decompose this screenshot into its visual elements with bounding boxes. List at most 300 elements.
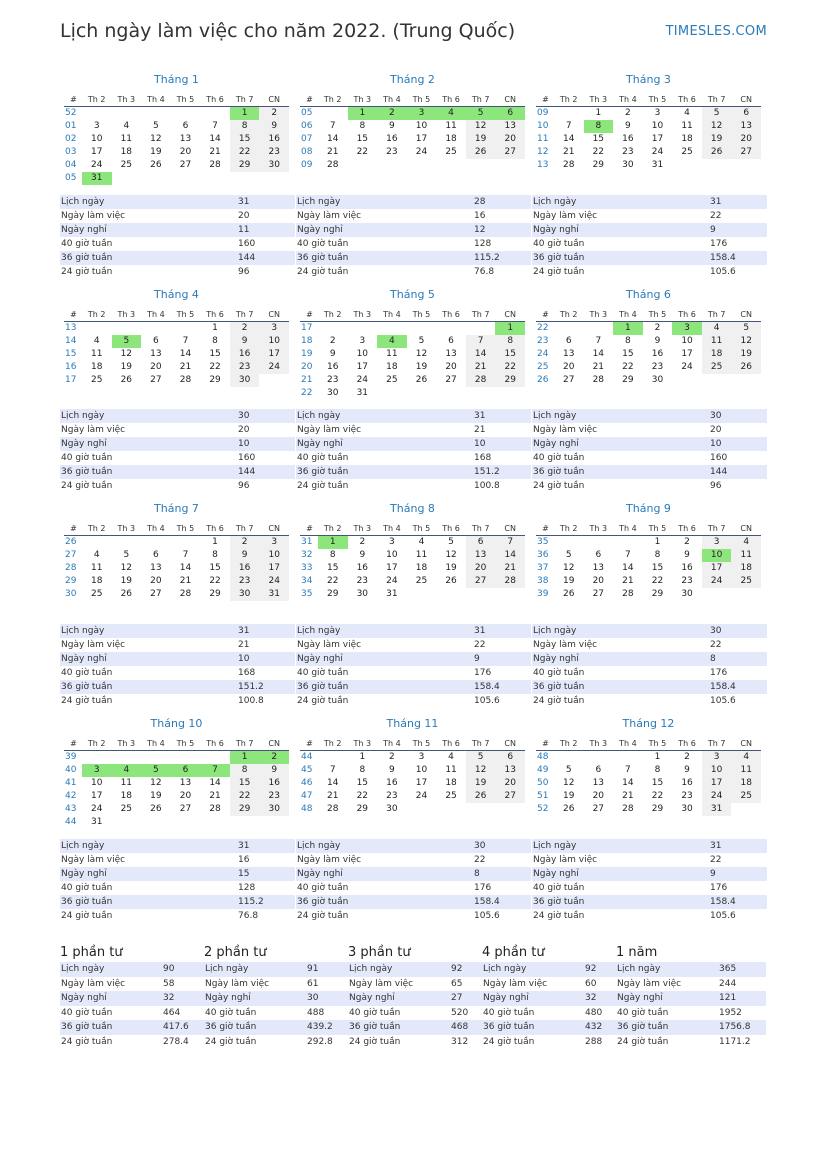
- day-cell: 26: [445, 576, 457, 586]
- week-number: 09: [537, 108, 549, 118]
- day-cell: 23: [259, 790, 289, 803]
- day-header: Th 6: [442, 94, 460, 104]
- stat-value: 22: [710, 855, 722, 865]
- day-cell: 28: [622, 589, 634, 599]
- day-header: Th 5: [648, 94, 667, 104]
- stat-row: [296, 409, 531, 423]
- stat-value: 22: [710, 211, 722, 221]
- day-cell: [672, 159, 702, 172]
- summary-label: Ngày nghỉ: [483, 993, 529, 1004]
- stat-row: [532, 652, 767, 666]
- day-cell: 19: [150, 791, 162, 801]
- day-cell: 31: [356, 388, 369, 398]
- day-cell: 23: [230, 361, 260, 374]
- day-header: CN: [268, 738, 280, 748]
- summary-title: 4 phần tư: [482, 945, 545, 960]
- stat-value: 158.4: [710, 682, 736, 692]
- day-cell: 28: [209, 160, 221, 170]
- day-cell: 15: [230, 777, 260, 790]
- day-cell: 4: [436, 107, 466, 120]
- week-row: [64, 549, 289, 562]
- day-cell: 29: [592, 160, 605, 170]
- stat-value: 31: [238, 626, 250, 636]
- day-header: Th 2: [323, 523, 342, 533]
- stat-row: [532, 423, 767, 437]
- day-cell: 30: [327, 388, 339, 398]
- summary-row: [348, 1020, 498, 1035]
- day-cell: 11: [120, 778, 133, 788]
- day-cell: 16: [681, 778, 693, 788]
- summary-label: Ngày nghỉ: [349, 993, 395, 1004]
- day-cell: [141, 107, 171, 120]
- week-row: [536, 348, 761, 361]
- day-cell: 22: [356, 791, 369, 801]
- day-cell: 14: [209, 134, 221, 144]
- day-cell: 8: [212, 336, 218, 346]
- day-cell: 15: [592, 134, 605, 144]
- day-cell: [466, 322, 496, 335]
- stat-label: 24 giờ tuần: [297, 911, 349, 921]
- stat-label: Lịch ngày: [61, 626, 105, 636]
- week-row: [300, 562, 525, 575]
- week-row: [64, 361, 289, 374]
- summary-value: 278.4: [163, 1036, 189, 1047]
- day-cell: 6: [595, 765, 602, 775]
- day-header: Th 3: [117, 94, 136, 104]
- summary-value: 439.2: [307, 1022, 333, 1033]
- day-cell: 30: [386, 804, 398, 814]
- day-header: Th 7: [235, 309, 254, 319]
- day-header: CN: [740, 738, 752, 748]
- stat-row: [296, 423, 531, 437]
- day-cell: [584, 536, 614, 549]
- week-number: 52: [65, 108, 77, 118]
- day-cell: [495, 387, 525, 400]
- day-cell: 3: [672, 322, 702, 335]
- day-cell: 24: [259, 361, 289, 374]
- day-cell: 19: [731, 348, 761, 361]
- day-cell: 25: [702, 361, 732, 374]
- day-header: Th 4: [619, 94, 637, 104]
- summary-value: 244: [719, 978, 737, 989]
- week-number: 48: [537, 752, 549, 762]
- stat-row: [532, 237, 767, 251]
- day-header: Th 5: [176, 94, 195, 104]
- day-cell: 3: [702, 751, 732, 764]
- day-cell: 5: [123, 550, 130, 560]
- day-cell: 28: [209, 804, 221, 814]
- month-stats: [296, 409, 531, 493]
- day-cell: [702, 588, 732, 601]
- day-cell: 18: [731, 777, 761, 790]
- week-number: 18: [301, 336, 313, 346]
- day-cell: [171, 322, 201, 335]
- day-header-row: [64, 307, 289, 322]
- day-cell: 13: [592, 563, 605, 573]
- day-header: Th 3: [589, 523, 608, 533]
- summary-label: 24 giờ tuần: [205, 1036, 257, 1047]
- week-number: 26: [65, 537, 77, 547]
- day-cell: 4: [418, 537, 425, 547]
- day-cell: 7: [329, 121, 336, 131]
- day-header: Th 5: [176, 309, 195, 319]
- stat-row: [296, 479, 531, 493]
- day-header: #: [542, 94, 549, 104]
- day-cell: 21: [209, 791, 221, 801]
- stat-value: 158.4: [710, 897, 736, 907]
- day-header-row: [536, 736, 761, 751]
- day-cell: 5: [702, 107, 732, 120]
- week-number: 38: [537, 576, 549, 586]
- stat-value: 105.6: [710, 696, 736, 706]
- stat-row: [532, 853, 767, 867]
- summary-block: [616, 944, 766, 1049]
- day-cell: 26: [563, 589, 575, 599]
- week-number: 04: [65, 160, 77, 170]
- stat-value: 20: [238, 425, 250, 435]
- stat-row: [532, 839, 767, 853]
- week-row: [536, 803, 761, 816]
- summary-label: Lịch ngày: [483, 964, 527, 975]
- stat-row: [60, 652, 295, 666]
- week-number: 19: [301, 349, 313, 359]
- day-cell: [82, 322, 112, 335]
- day-cell: 24: [415, 147, 428, 157]
- stat-row: [532, 479, 767, 493]
- week-number: 09: [301, 160, 313, 170]
- day-cell: [259, 816, 289, 829]
- day-cell: 10: [91, 134, 103, 144]
- day-cell: 26: [702, 146, 732, 159]
- day-cell: 30: [681, 589, 693, 599]
- day-cell: 11: [445, 765, 457, 775]
- summary-label: 36 giờ tuần: [349, 1022, 401, 1033]
- stat-row: [296, 237, 531, 251]
- day-cell: 17: [651, 134, 664, 144]
- stat-row: [532, 451, 767, 465]
- stat-row: [532, 209, 767, 223]
- stat-value: 22: [710, 640, 722, 650]
- summary-value: 520: [451, 1007, 469, 1018]
- day-cell: 28: [466, 374, 496, 387]
- day-cell: 18: [702, 348, 732, 361]
- day-cell: [171, 536, 201, 549]
- day-cell: 26: [731, 361, 761, 374]
- day-cell: 7: [495, 536, 525, 549]
- day-cell: [731, 803, 761, 816]
- day-cell: 16: [386, 778, 398, 788]
- day-cell: 6: [495, 751, 525, 764]
- stat-value: 176: [474, 883, 492, 893]
- summary-value: 1952: [719, 1007, 742, 1018]
- day-cell: 23: [681, 576, 693, 586]
- day-cell: 29: [651, 804, 664, 814]
- day-header: Th 6: [678, 738, 696, 748]
- day-cell: 16: [259, 777, 289, 790]
- day-cell: [407, 322, 437, 335]
- day-cell: 15: [209, 563, 221, 573]
- day-cell: 20: [731, 133, 761, 146]
- month-name: Tháng 8: [390, 502, 435, 515]
- day-header: Th 4: [619, 523, 637, 533]
- day-cell: 2: [684, 537, 690, 547]
- stat-row: [60, 624, 295, 638]
- day-cell: 4: [93, 336, 100, 346]
- stat-value: 151.2: [238, 682, 264, 692]
- stat-value: 22: [474, 855, 486, 865]
- stat-value: 16: [474, 211, 486, 221]
- stat-row: [60, 223, 295, 237]
- day-cell: [466, 159, 496, 172]
- stat-value: 76.8: [238, 911, 259, 921]
- day-cell: 16: [230, 562, 260, 575]
- stat-row: [60, 839, 295, 853]
- week-row: [536, 374, 761, 387]
- day-cell: 19: [120, 362, 133, 372]
- stat-value: 9: [710, 869, 716, 879]
- summary-value: 92: [451, 964, 463, 975]
- stat-row: [296, 195, 531, 209]
- day-cell: 17: [415, 778, 428, 788]
- day-cell: 2: [230, 536, 260, 549]
- day-header: #: [306, 94, 313, 104]
- day-header-row: [536, 521, 761, 536]
- day-header: Th 3: [117, 309, 136, 319]
- day-cell: [436, 803, 466, 816]
- day-header: Th 3: [353, 738, 372, 748]
- day-cell: 23: [356, 576, 369, 586]
- day-cell: 7: [329, 765, 336, 775]
- day-cell: 29: [230, 159, 260, 172]
- day-cell: [377, 322, 407, 335]
- day-cell: [112, 322, 142, 335]
- day-cell: 12: [150, 134, 162, 144]
- day-cell: 25: [415, 576, 428, 586]
- stat-label: 36 giờ tuần: [297, 682, 349, 692]
- stat-row: [296, 638, 531, 652]
- stat-value: 168: [238, 668, 256, 678]
- day-cell: 12: [120, 563, 133, 573]
- week-number: 15: [65, 349, 77, 359]
- day-header: Th 5: [412, 738, 431, 748]
- summary-label: Ngày nghỉ: [61, 993, 107, 1004]
- day-cell: 2: [389, 752, 395, 762]
- day-cell: 25: [120, 804, 133, 814]
- day-cell: 13: [563, 349, 575, 359]
- stat-value: 168: [474, 453, 492, 463]
- day-header: Th 3: [117, 523, 136, 533]
- stat-label: 40 giờ tuần: [61, 883, 113, 893]
- week-number: 10: [537, 121, 549, 131]
- week-number: 22: [301, 388, 313, 398]
- week-number: 12: [537, 147, 549, 157]
- day-cell: 8: [495, 335, 525, 348]
- stat-label: Ngày nghỉ: [297, 439, 343, 449]
- day-cell: 25: [386, 375, 398, 385]
- week-row: [64, 588, 289, 601]
- summary-value: 468: [451, 1022, 469, 1033]
- stat-row: [532, 195, 767, 209]
- stat-label: Ngày nghỉ: [297, 654, 343, 664]
- day-cell: 9: [329, 349, 336, 359]
- week-row: [64, 751, 289, 764]
- day-cell: [377, 387, 407, 400]
- day-header: Th 4: [619, 309, 637, 319]
- stat-label: Ngày nghỉ: [61, 869, 107, 879]
- stat-row: [60, 694, 295, 708]
- stat-label: 24 giờ tuần: [533, 267, 585, 277]
- summary-row: [616, 962, 766, 977]
- day-cell: [495, 588, 525, 601]
- day-cell: 31: [702, 803, 732, 816]
- day-cell: [466, 588, 496, 601]
- week-row: [536, 146, 761, 159]
- week-number: 16: [65, 362, 77, 372]
- stat-label: Ngày nghỉ: [61, 654, 107, 664]
- day-cell: 22: [592, 147, 605, 157]
- day-header: Th 5: [412, 523, 431, 533]
- stat-label: 24 giờ tuần: [61, 696, 113, 706]
- stat-label: Ngày làm việc: [533, 855, 598, 865]
- summary-value: 488: [307, 1007, 325, 1018]
- day-cell: 16: [230, 348, 260, 361]
- day-header: Th 6: [206, 523, 224, 533]
- month-calendar: [536, 288, 761, 387]
- day-header: CN: [268, 309, 280, 319]
- day-cell: 16: [259, 133, 289, 146]
- summary-row: [60, 1020, 210, 1035]
- day-cell: 21: [622, 576, 634, 586]
- day-cell: 20: [179, 147, 192, 157]
- stat-label: 36 giờ tuần: [533, 253, 585, 263]
- day-cell: 7: [466, 335, 496, 348]
- day-cell: 11: [91, 349, 103, 359]
- month-name: Tháng 7: [154, 502, 199, 515]
- month-calendar: [300, 717, 525, 816]
- day-cell: 16: [327, 362, 339, 372]
- stat-label: 40 giờ tuần: [61, 453, 113, 463]
- day-header: #: [542, 738, 549, 748]
- day-cell: 16: [681, 563, 693, 573]
- day-cell: [613, 751, 643, 764]
- day-cell: [436, 588, 466, 601]
- day-cell: 29: [356, 804, 369, 814]
- stat-label: 24 giờ tuần: [533, 481, 585, 491]
- day-cell: 27: [445, 375, 457, 385]
- day-cell: 26: [466, 790, 496, 803]
- stat-label: 24 giờ tuần: [61, 481, 113, 491]
- week-row: [536, 120, 761, 133]
- summary-value: 60: [585, 978, 597, 989]
- day-header: Th 3: [353, 309, 372, 319]
- day-cell: 9: [359, 550, 366, 560]
- stat-row: [532, 895, 767, 909]
- stat-value: 160: [238, 453, 256, 463]
- day-cell: 2: [259, 107, 289, 120]
- day-cell: [554, 536, 584, 549]
- stat-label: Ngày nghỉ: [61, 439, 107, 449]
- day-cell: [230, 172, 260, 185]
- day-header-row: [64, 736, 289, 751]
- week-row: [300, 133, 525, 146]
- day-header: Th 7: [471, 738, 490, 748]
- day-cell: 4: [684, 108, 690, 118]
- site-logo-link[interactable]: TIMESLES.COM: [665, 24, 767, 39]
- stat-row: [296, 209, 531, 223]
- day-cell: 29: [209, 589, 221, 599]
- stat-row: [296, 839, 531, 853]
- day-cell: 12: [445, 550, 457, 560]
- day-cell: 25: [445, 791, 457, 801]
- day-cell: 27: [563, 375, 575, 385]
- stat-row: [532, 465, 767, 479]
- stat-value: 96: [238, 481, 250, 491]
- day-cell: 17: [259, 348, 289, 361]
- week-number: 05: [301, 108, 313, 118]
- summary-value: 121: [719, 993, 737, 1004]
- week-row: [300, 549, 525, 562]
- day-cell: 6: [565, 336, 572, 346]
- summary-value: 288: [585, 1036, 603, 1047]
- day-cell: 17: [91, 791, 103, 801]
- week-row: [64, 764, 289, 777]
- stat-row: [532, 680, 767, 694]
- month-calendar: [64, 717, 289, 829]
- day-cell: 19: [445, 563, 457, 573]
- day-cell: 22: [230, 790, 260, 803]
- summary-label: 24 giờ tuần: [349, 1036, 401, 1047]
- day-cell: 19: [150, 147, 162, 157]
- day-cell: 21: [592, 362, 605, 372]
- week-row: [300, 361, 525, 374]
- day-header-row: [300, 92, 525, 107]
- week-number: 27: [65, 550, 77, 560]
- day-cell: 27: [731, 146, 761, 159]
- stat-label: Lịch ngày: [61, 411, 105, 421]
- day-cell: 21: [327, 147, 339, 157]
- day-cell: 29: [651, 589, 664, 599]
- day-cell: [407, 387, 437, 400]
- stat-row: [60, 423, 295, 437]
- stat-label: Ngày làm việc: [61, 425, 126, 435]
- day-cell: [702, 374, 732, 387]
- day-header: CN: [740, 94, 752, 104]
- day-cell: [436, 159, 466, 172]
- stat-row: [532, 638, 767, 652]
- day-cell: 29: [622, 375, 634, 385]
- day-cell: 3: [389, 537, 395, 547]
- day-header: Th 4: [619, 738, 637, 748]
- stat-value: 30: [710, 411, 722, 421]
- day-cell: 20: [150, 576, 162, 586]
- stat-value: 158.4: [474, 897, 500, 907]
- stat-row: [296, 223, 531, 237]
- day-cell: 1: [495, 322, 525, 335]
- summary-label: Lịch ngày: [205, 964, 249, 975]
- stat-row: [60, 265, 295, 279]
- summary-row: [482, 991, 632, 1006]
- day-cell: 23: [622, 147, 634, 157]
- day-cell: [200, 751, 230, 764]
- week-number: 20: [301, 362, 313, 372]
- week-row: [300, 777, 525, 790]
- day-cell: [377, 159, 407, 172]
- day-cell: [171, 107, 201, 120]
- week-number: 05: [65, 173, 77, 183]
- week-number: 25: [537, 362, 549, 372]
- summary-row: [204, 1020, 354, 1035]
- day-cell: 30: [622, 160, 634, 170]
